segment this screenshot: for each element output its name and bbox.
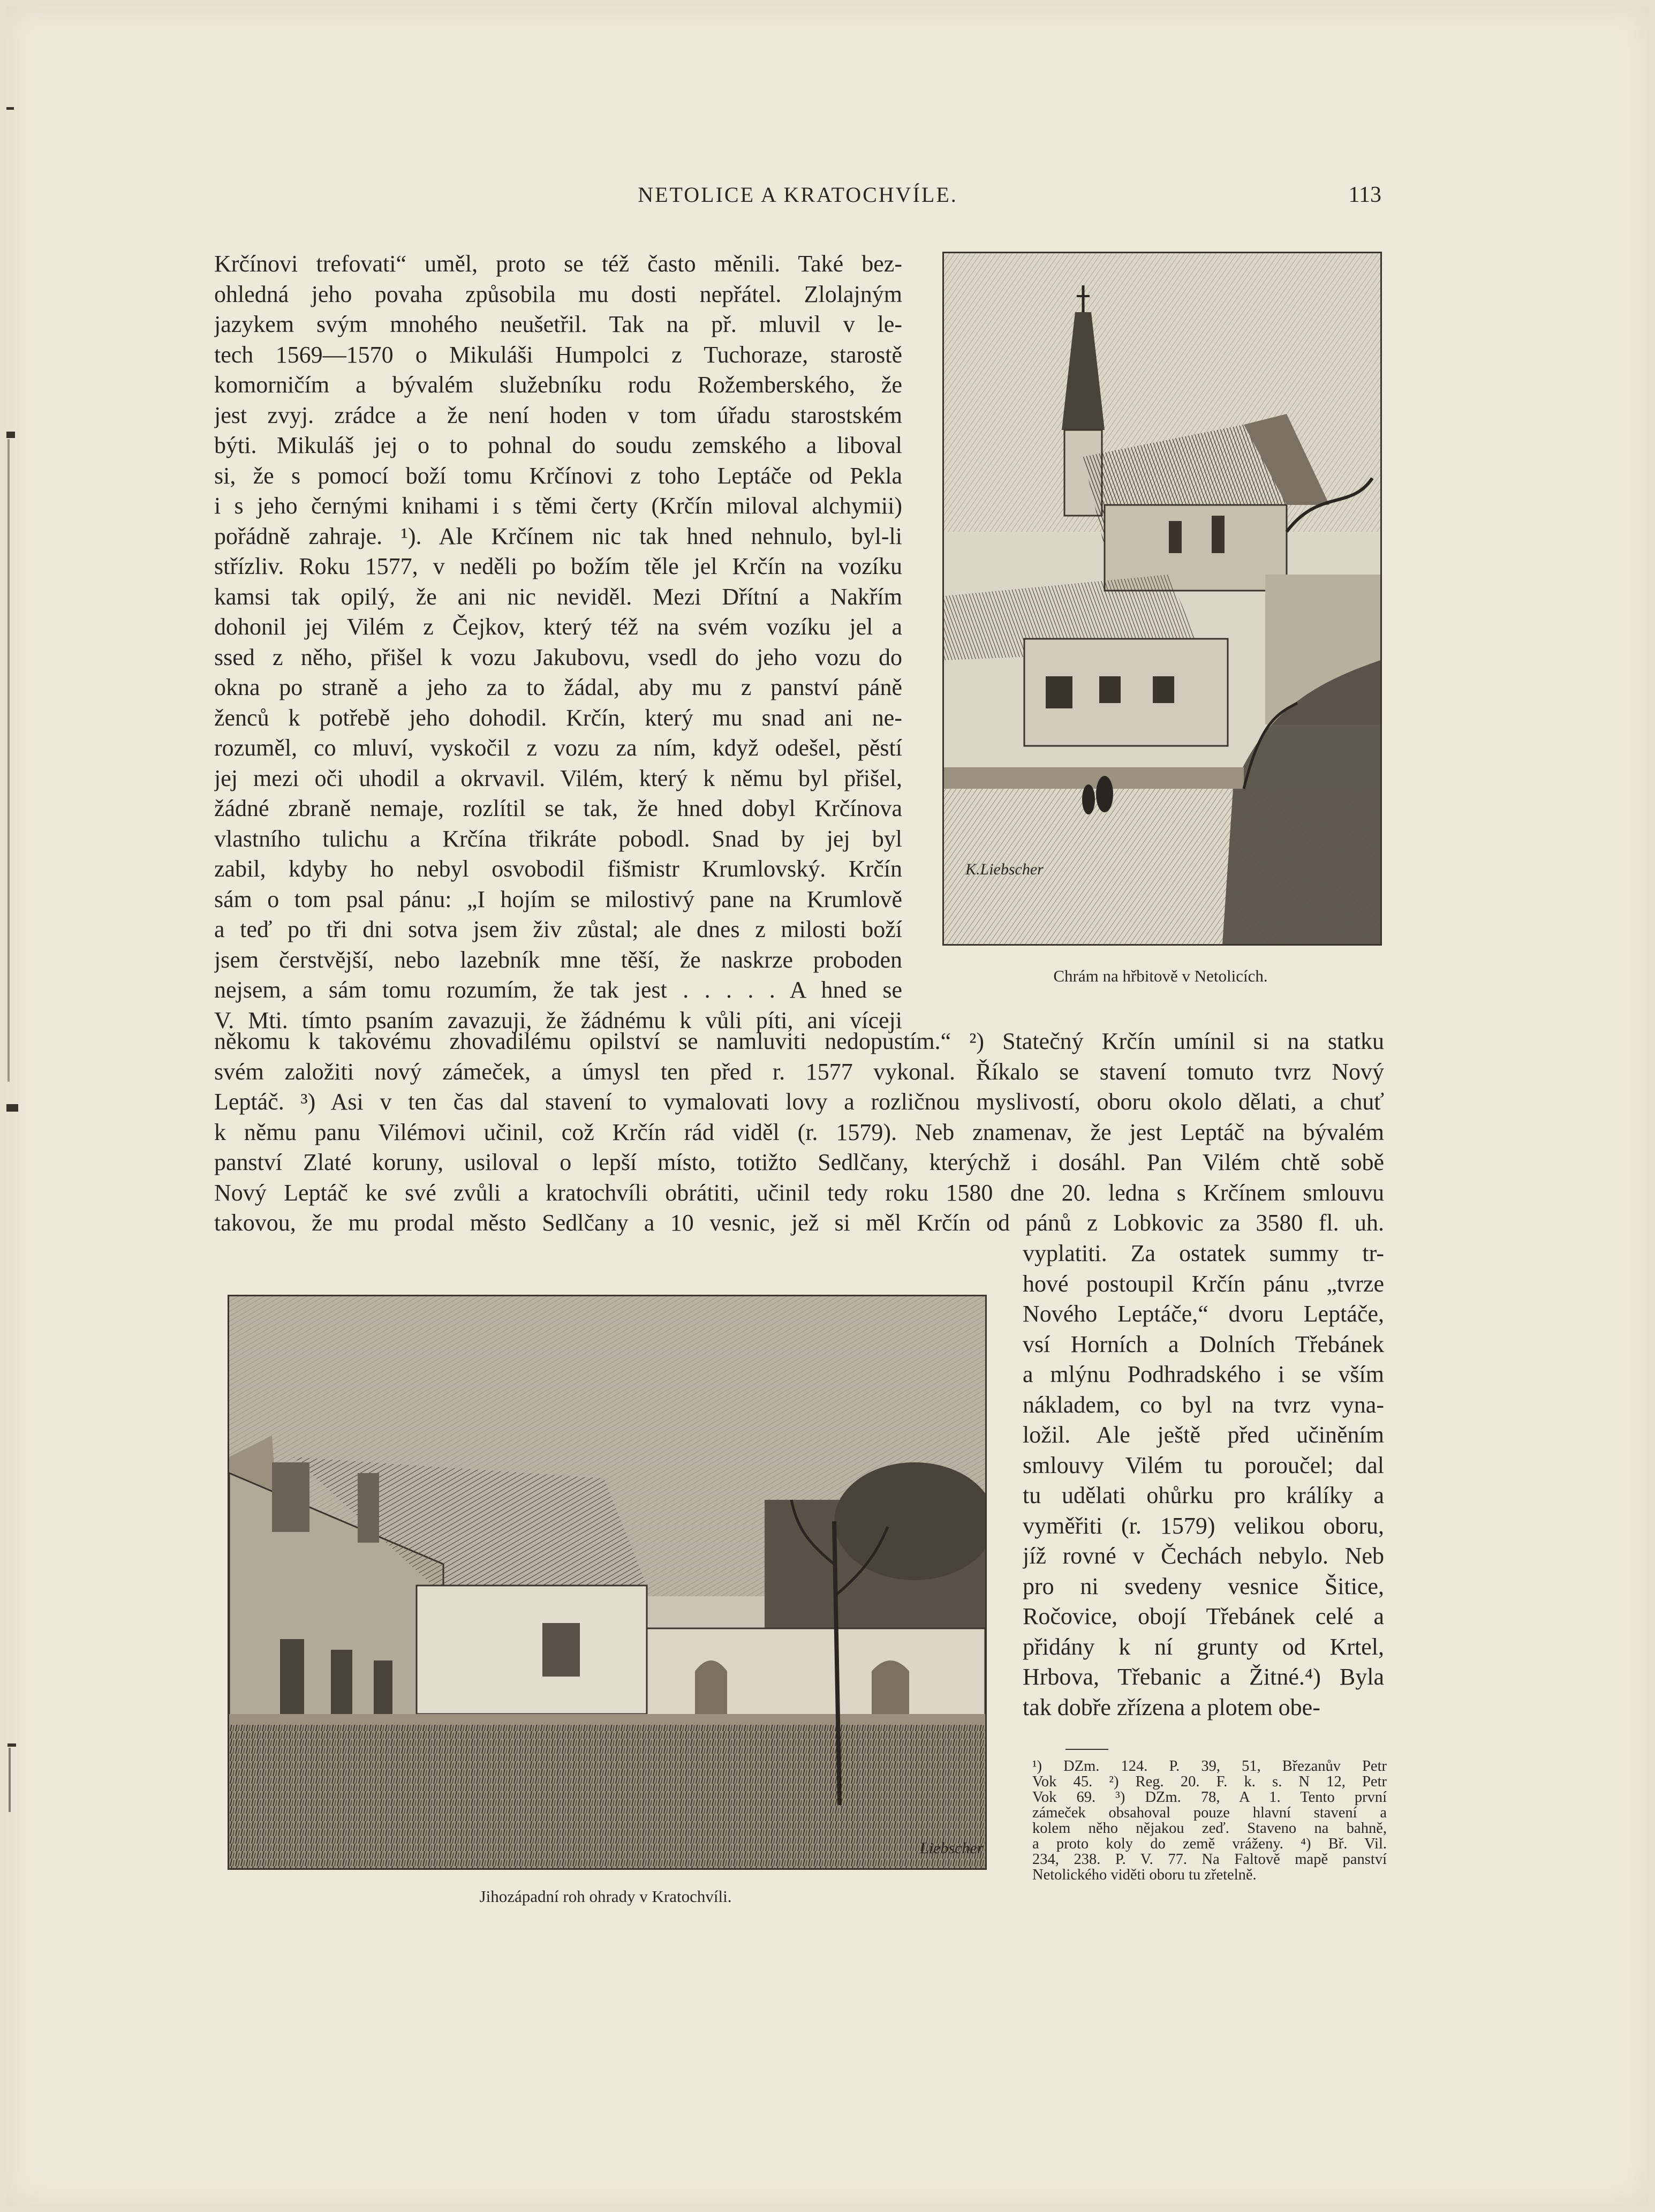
wall-caption: Jihozápadní roh ohrady v Kratochvíli. xyxy=(479,1887,732,1906)
text-line: přidány k ní grunty od Krtel, xyxy=(1023,1633,1384,1660)
footnote-line: zámeček obsahoval pouze hlavní stavení a xyxy=(1032,1805,1387,1821)
text-line: jej mezi oči uhodil a okrvavil. Vilém, který k němu byl přišel, xyxy=(214,765,902,791)
binding-mark xyxy=(7,1743,16,1747)
text-line: hové postoupil Krčín pánu „tvrze xyxy=(1023,1270,1384,1297)
text-line: smlouvy Vilém tu poroučel; dal xyxy=(1023,1452,1384,1478)
wall-illustration xyxy=(228,1295,987,1870)
text-line: nákladem, co byl na tvrz vyna- xyxy=(1023,1391,1384,1418)
text-line: zabil, kdyby ho nebyl osvobodil fišmistr Krumlovský. Krčín xyxy=(214,856,902,882)
text-line: jsem čerstvější, nebo lazebník mne těší, že naskrze proboden xyxy=(214,946,902,973)
text-line: Nový Leptáč ke své zvůli a kratochvíli obrátiti, učinil tedy roku 1580 dne 20. ledna s Krčínem smlouvu xyxy=(214,1179,1384,1206)
running-header xyxy=(214,182,1381,214)
text-line: okna po straně a jeho za to žádal, aby mu z panství páně xyxy=(214,674,902,700)
text-line: ložil. Ale ještě před učiněním xyxy=(1023,1422,1384,1448)
text-line: jazykem svým mnohého neušetřil. Tak na př. mluvil v le- xyxy=(214,311,902,337)
binding-mark xyxy=(9,1748,11,1812)
text-line: vyplatiti. Za ostatek summy tr- xyxy=(1023,1240,1384,1266)
binding-mark xyxy=(7,439,10,1082)
body-text-right-column xyxy=(1023,1239,1384,1723)
text-line: kamsi tak opilý, že ani nic neviděl. Mezi Dřítní a Nakřím xyxy=(214,583,902,610)
text-line: vyměřiti (r. 1579) velikou oboru, xyxy=(1023,1512,1384,1539)
text-line: jest zvyj. zrádce a že není hoden v tom úřadu starostském xyxy=(214,402,902,428)
footnote-line: a proto koly do země vráženy. ⁴) Bř. Vil. xyxy=(1032,1836,1387,1852)
footnote-line: kolem něho nějakou zeď. Staveno na bahně, xyxy=(1032,1821,1387,1836)
text-line: ssed z něho, přišel k vozu Jakubovu, vsedl do jeho vozu do xyxy=(214,644,902,670)
footnote-line: ¹) DZm. 124. P. 39, 51, Březanův Petr xyxy=(1032,1758,1387,1774)
text-line: si, že s pomocí boží tomu Krčínovi z toho Leptáče od Pekla xyxy=(214,462,902,489)
text-line: k němu panu Vilémovi učinil, což Krčín rád viděl (r. 1579). Neb znamenav, že jest Leptáč na bývalém xyxy=(214,1119,1384,1145)
church-illustration xyxy=(942,252,1382,946)
church-signature: K.Liebscher xyxy=(965,860,1044,878)
text-line: tak dobře zřízena a plotem obe- xyxy=(1023,1694,1320,1720)
text-line: Leptáč. ³) Asi v ten čas dal stavení to vymalovati lovy a rozličnou myslivostí, oboru okolo dělati, a chuť xyxy=(214,1089,1384,1115)
text-line: nejsem, a sám tomu rozumím, že tak jest . . . . . A hned se xyxy=(214,977,902,1003)
text-line: ohledná jeho povaha způsobila mu dosti nepřátel. Zlolajným xyxy=(214,281,902,307)
footnotes xyxy=(1032,1758,1387,1883)
text-line: žádné zbraně nemaje, rozlítil se tak, že hned dobyl Krčínova xyxy=(214,795,902,821)
text-line: i s jeho černými knihami i s těmi čerty (Krčín miloval alchymii) xyxy=(214,493,902,519)
text-line: vlastního tulichu a Krčína třikráte pobodl. Snad by jej byl xyxy=(214,825,902,852)
text-line: tu udělati ohůrku pro králíky a xyxy=(1023,1482,1384,1508)
footnote-line: Vok 45. ²) Reg. 20. F. k. s. N 12, Petr xyxy=(1032,1774,1387,1790)
text-line: pořádně zahraje. ¹). Ale Krčínem nic tak hned nehnulo, byl-li xyxy=(214,523,902,549)
text-line: sám o tom psal pánu: „I hojím se milostivý pane na Krumlově xyxy=(214,886,902,912)
text-line: jíž rovné v Čechách nebylo. Neb xyxy=(1023,1543,1384,1569)
running-title: NETOLICE A KRATOCHVÍLE. xyxy=(638,183,958,207)
text-line: a teď po tři dni sotva jsem živ zůstal; ale dnes z milosti boží xyxy=(214,916,902,942)
church-caption: Chrám na hřbitově v Netolicích. xyxy=(1053,967,1268,985)
binding-mark xyxy=(6,1104,18,1112)
text-line: tech 1569—1570 o Mikuláši Humpolci z Tuchoraze, starostě xyxy=(214,341,902,368)
text-line: střízliv. Roku 1577, v neděli po božím těle jel Krčín na vozíku xyxy=(214,553,902,579)
text-line: takovou, že mu prodal město Sedlčany a 10 vesnic, jež si měl Krčín od pánů z Lobkovic za 3580 fl. uh. xyxy=(214,1210,1384,1236)
page-number: 113 xyxy=(1348,183,1381,207)
text-line: vsí Horních a Dolních Třebánek xyxy=(1023,1331,1384,1357)
text-line: komorničím a bývalém služebníku rodu Rožemberského, že xyxy=(214,372,902,398)
text-line: někomu k takovému zhovadilému opilství se namluviti nedopustím.“ ²) Statečný Krčín umínil si na statku xyxy=(214,1028,1384,1054)
body-text-fullwidth xyxy=(214,1026,1384,1239)
church-engraving xyxy=(944,253,1380,944)
footnote-rule xyxy=(1065,1749,1108,1750)
text-line: býti. Mikuláš jej o to pohnal do soudu zemského a liboval xyxy=(214,432,902,458)
text-line: a mlýnu Podhradského i se vším xyxy=(1023,1361,1384,1387)
binding-mark xyxy=(6,432,15,438)
text-line: svém založiti nový zámeček, a úmysl ten před r. 1577 vykonal. Říkalo se stavení tomuto tvrz Nový xyxy=(214,1058,1384,1085)
wall-engraving xyxy=(229,1296,985,1868)
text-line: rozuměl, co mluví, vyskočil z vozu za ním, když odešel, pěstí xyxy=(214,735,902,761)
text-line: V. Mti. tímto psaním zavazuji, že žádnému k vůli píti, ani víceji xyxy=(214,1007,902,1033)
body-text-column xyxy=(214,249,902,1036)
text-line: Nového Leptáče,“ dvoru Leptáče, xyxy=(1023,1301,1384,1327)
text-line: pro ni svedeny vesnice Šitice, xyxy=(1023,1573,1384,1599)
footnote-line: Vok 69. ³) DZm. 78, A 1. Tento první xyxy=(1032,1790,1387,1805)
binding-mark xyxy=(6,107,14,110)
text-line: Hrbova, Třebanic a Žitné.⁴) Byla xyxy=(1023,1664,1384,1690)
text-line: dohonil jej Vilém z Čejkov, který též na svém vozíku jel a xyxy=(214,614,902,640)
footnote-line: 234, 238. P. V. 77. Na Faltově mapě panství xyxy=(1032,1852,1387,1867)
text-line: Ročovice, obojí Třebánek celé a xyxy=(1023,1603,1384,1629)
text-line: Krčínovi trefovati“ uměl, proto se též často měnili. Také bez- xyxy=(214,251,902,277)
wall-signature: Liebscher xyxy=(920,1839,984,1857)
footnote-line: Netolického viděti oboru tu zřetelně. xyxy=(1032,1867,1257,1883)
text-line: ženců k potřebě jeho dohodil. Krčín, který mu snad ani ne- xyxy=(214,704,902,731)
text-line: panství Zlaté koruny, usiloval o lepší místo, totižto Sedlčany, kterýchž i dosáhl. Pan Vilém chtě sobě xyxy=(214,1149,1384,1175)
